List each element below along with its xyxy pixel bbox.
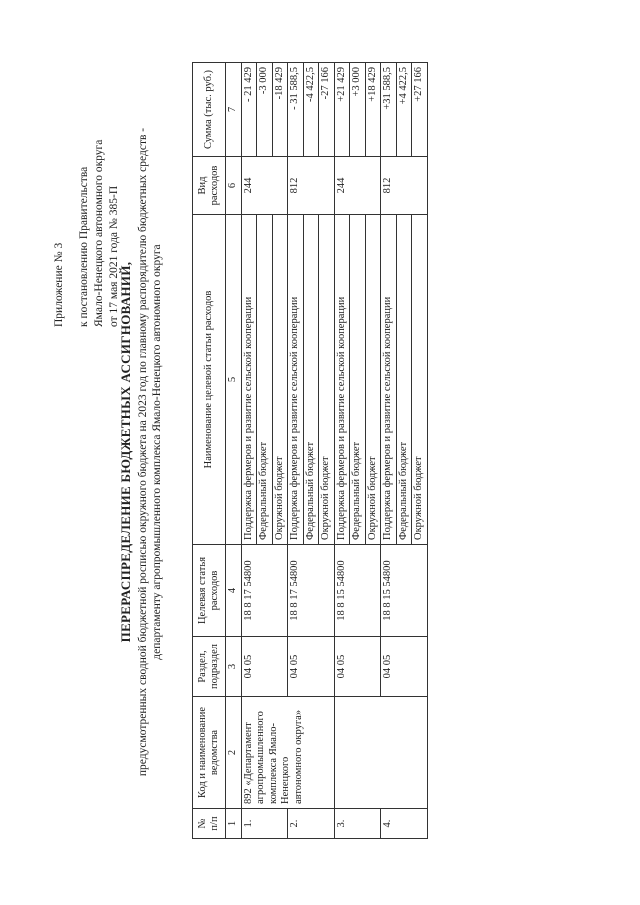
column-number: 1	[226, 809, 242, 839]
subrow-name: Окружной бюджет	[412, 215, 428, 545]
row-num: 1.	[241, 809, 288, 839]
header-section: Раздел, подраздел	[193, 637, 226, 697]
table-header-row	[193, 63, 226, 839]
department-cell-empty	[334, 697, 427, 809]
appendix-title: Приложение № 3	[53, 242, 65, 327]
table-row	[241, 63, 257, 839]
column-number: 2	[226, 697, 242, 809]
document-subtitle-1: предусмотренных сводной бюджетной росписью окружного бюджета на 2023 год по главному распорядителю бюджетных средств -	[137, 127, 149, 777]
subrow-sum: +3 000	[350, 63, 366, 157]
header-sum: Сумма (тыс. руб.)	[193, 63, 226, 157]
row-article: 18 8 15 54800	[334, 545, 381, 637]
row-expense-type: 244	[241, 157, 288, 215]
subrow-name: Федеральный бюджет	[257, 215, 273, 545]
subrow-name: Федеральный бюджет	[350, 215, 366, 545]
row-article-name: Поддержка фермеров и развитие сельской кооперации	[288, 215, 304, 545]
subrow-sum: -4 422,5	[303, 63, 319, 157]
row-num: 2.	[288, 809, 335, 839]
column-number: 6	[226, 157, 242, 215]
header-department: Код и наименование ведомства	[193, 697, 226, 809]
appendix-line-2: Ямало-Ненецкого автономного округа	[93, 139, 105, 327]
department-cell: 892 «Департамент агропромышленного комплекса Ямало-Ненецкого автономного округа»	[241, 697, 334, 809]
row-article-name: Поддержка фермеров и развитие сельской кооперации	[241, 215, 257, 545]
header-article-name: Наименование целевой статьи расходов	[193, 215, 226, 545]
appendix-line-1: к постановлению Правительства	[78, 166, 90, 327]
subrow-sum: -27 166	[319, 63, 335, 157]
column-number: 3	[226, 637, 242, 697]
row-article-name: Поддержка фермеров и развитие сельской кооперации	[334, 215, 350, 545]
subrow-sum: -3 000	[257, 63, 273, 157]
row-num: 3.	[334, 809, 381, 839]
row-section: 04 05	[288, 637, 335, 697]
column-number: 5	[226, 215, 242, 545]
rotated-sheet	[40, 57, 600, 847]
appendix-line-3: от 17 мая 2021 года № 385-П	[108, 185, 120, 327]
subrow-name: Федеральный бюджет	[303, 215, 319, 545]
table-column-numbers-row	[226, 63, 242, 839]
row-sum: - 21 429	[241, 63, 257, 157]
row-expense-type: 244	[334, 157, 381, 215]
appendix-block	[52, 57, 122, 327]
subrow-sum: +27 166	[412, 63, 428, 157]
row-section: 04 05	[241, 637, 288, 697]
row-article: 18 8 15 54800	[381, 545, 428, 637]
row-article: 18 8 17 54800	[241, 545, 288, 637]
row-section: 04 05	[334, 637, 381, 697]
row-expense-type: 812	[381, 157, 428, 215]
document-title: ПЕРЕРАСПРЕДЕЛЕНИЕ БЮДЖЕТНЫХ АССИГНОВАНИЙ,	[118, 261, 133, 643]
document-heading	[118, 57, 164, 847]
row-sum: +31 588,5	[381, 63, 397, 157]
allocation-table	[192, 62, 428, 839]
subrow-sum: +18 429	[365, 63, 381, 157]
row-section: 04 05	[381, 637, 428, 697]
subrow-name: Окружной бюджет	[272, 215, 288, 545]
column-number: 4	[226, 545, 242, 637]
header-expense-type: Вид расходов	[193, 157, 226, 215]
document-subtitle-2: департаменту агропромышленного комплекса Ямало-Ненецкого автономного округа	[151, 244, 163, 660]
subrow-name: Окружной бюджет	[365, 215, 381, 545]
header-num: № п/п	[193, 809, 226, 839]
header-article: Целевая статья расходов	[193, 545, 226, 637]
row-num: 4.	[381, 809, 428, 839]
row-sum: - 31 588,5	[288, 63, 304, 157]
row-article: 18 8 17 54800	[288, 545, 335, 637]
row-article-name: Поддержка фермеров и развитие сельской кооперации	[381, 215, 397, 545]
row-expense-type: 812	[288, 157, 335, 215]
subrow-sum: +4 422,5	[396, 63, 412, 157]
subrow-name: Окружной бюджет	[319, 215, 335, 545]
row-sum: +21 429	[334, 63, 350, 157]
table-row	[334, 63, 350, 839]
column-number: 7	[226, 63, 242, 157]
subrow-name: Федеральный бюджет	[396, 215, 412, 545]
subrow-sum: -18 429	[272, 63, 288, 157]
